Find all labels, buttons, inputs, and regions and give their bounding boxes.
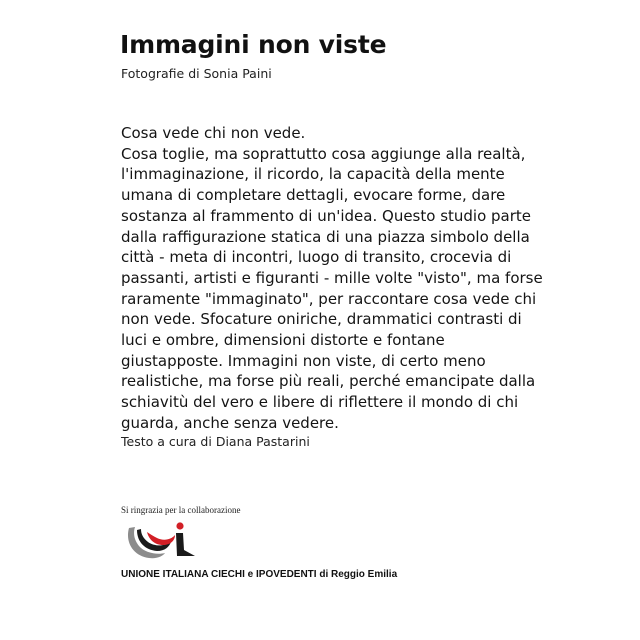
body-line: l'immaginazione, il ricordo, la capacità della mente xyxy=(121,165,505,184)
body-line: schiavitù del vero e libere di riflettere il mondo di chi xyxy=(121,393,519,412)
body-line: città - meta di incontri, luogo di transito, crocevia di xyxy=(121,248,512,267)
body-line: non vede. Sfocature oniriche, drammatici contrasti di xyxy=(121,310,522,329)
body-line: realistiche, ma forse più reali, perché emancipate dalla xyxy=(121,372,536,391)
thanks-note: Si ringrazia per la collaborazione xyxy=(121,505,241,515)
body-text xyxy=(121,123,543,434)
body-line: guarda, anche senza vedere. xyxy=(121,413,339,432)
body-line: Cosa vede chi non vede. xyxy=(121,124,306,142)
body-line: luci e ombre, dimensioni distorte e fontane xyxy=(121,331,445,350)
body-line: umana di completare dettagli, evocare forme, dare xyxy=(121,186,506,205)
page-title: Immagini non viste xyxy=(120,30,387,59)
organization-name: UNIONE ITALIANA CIECHI e IPOVEDENTI di Reggio Emilia xyxy=(121,569,398,580)
body-line: raramente "immaginato", per raccontare cosa vede chi xyxy=(121,289,537,308)
body-line: sostanza al frammento di un'idea. Questo studio parte xyxy=(121,206,532,225)
body-line: passanti, artisti e figuranti - mille volte "visto", ma forse xyxy=(121,268,543,287)
body-line: dalla raffigurazione statica di una piazza simbolo della xyxy=(121,227,530,246)
body-line: Cosa toglie, ma soprattutto cosa aggiunge alla realtà, xyxy=(121,144,526,163)
body-line: giustapposte. Immagini non viste, di certo meno xyxy=(121,351,486,370)
text-credit: Testo a cura di Diana Pastarini xyxy=(121,434,310,449)
page-subtitle: Fotografie di Sonia Paini xyxy=(121,66,272,81)
logo-red-dot xyxy=(176,522,183,529)
uici-logo-icon xyxy=(125,520,197,562)
logo-dark-stem xyxy=(176,533,195,556)
logo-red-swoosh xyxy=(147,532,175,545)
